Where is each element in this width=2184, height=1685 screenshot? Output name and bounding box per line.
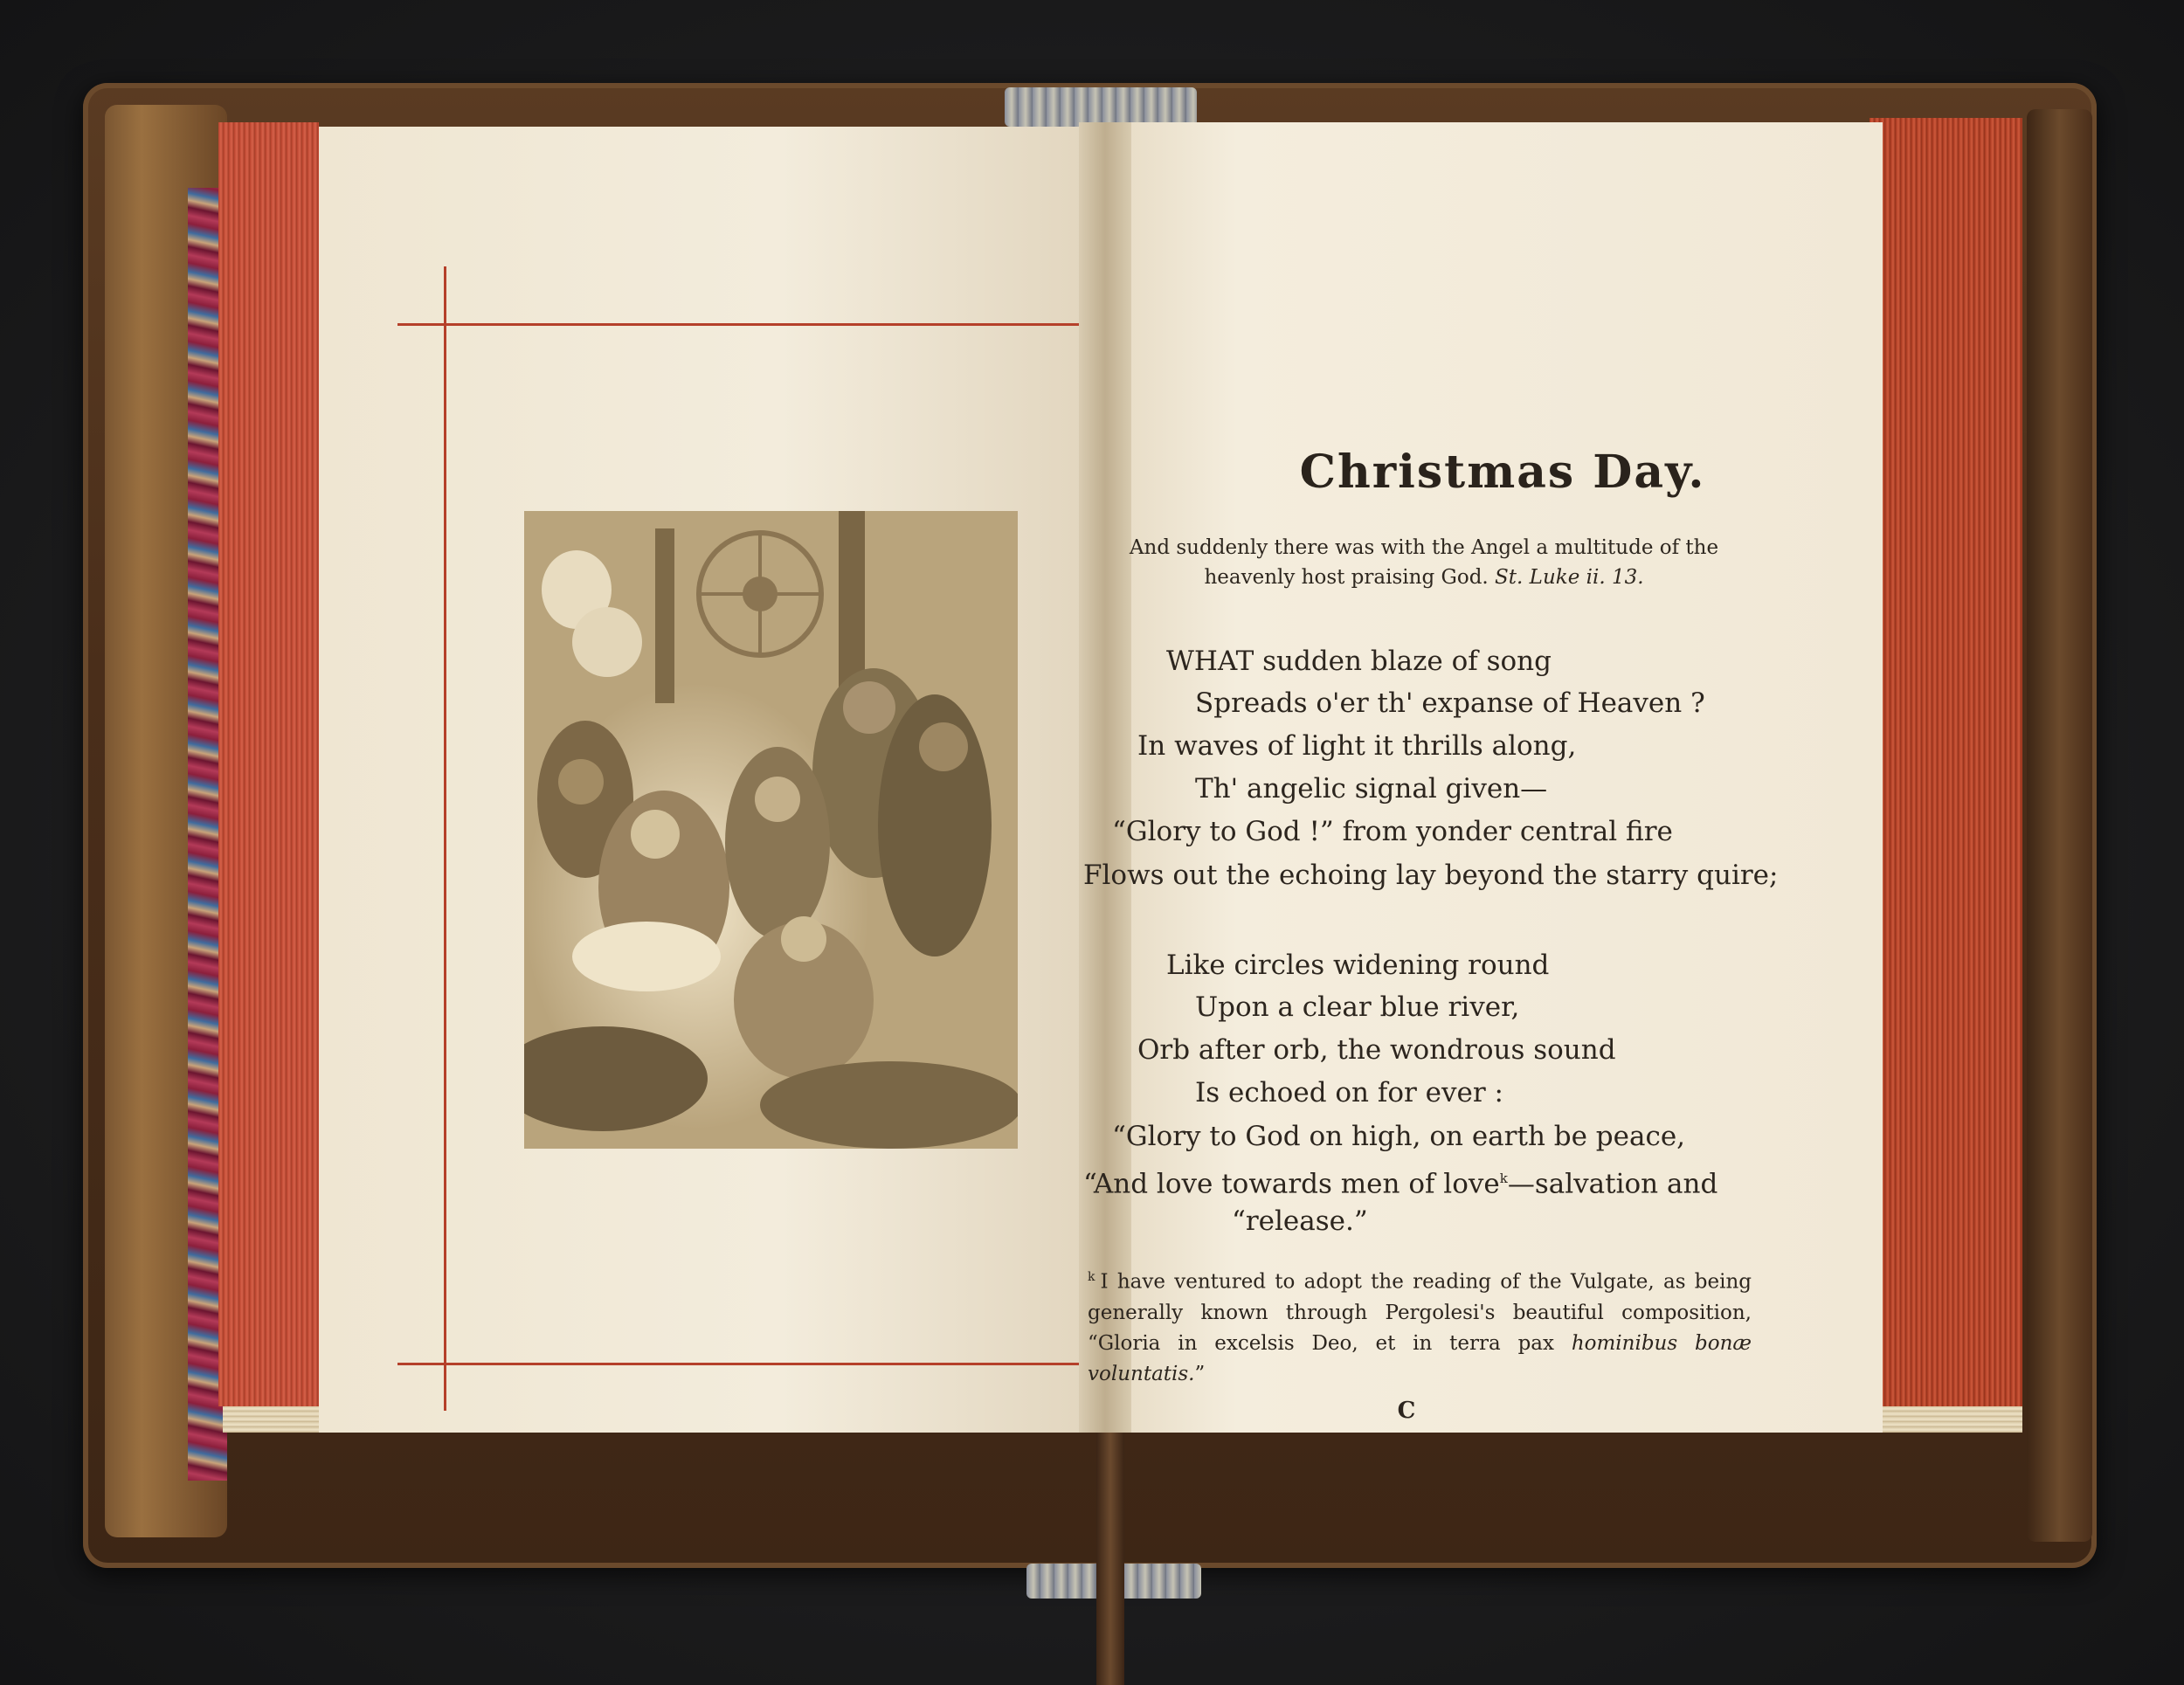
verse-line: WHAT sudden blaze of song [1166,646,1552,677]
engraving-image [524,511,1018,1149]
page-edge-left [218,122,319,1406]
footnote [1088,1262,1752,1390]
cover-right-board [2027,109,2092,1542]
signature-mark: C [1397,1398,1416,1424]
verse-line: Like circles widening round [1166,950,1550,981]
gutter [1079,122,1131,1433]
verse-line-part: “And love towards men of love [1083,1168,1500,1200]
epigraph-reference: St. Luke ii. 13. [1495,566,1644,589]
verse-line: In waves of light it thrills along, [1137,730,1577,762]
page-edge-right [1870,118,2022,1406]
verse-line: Flows out the echoing lay beyond the starry quire; [1083,860,1779,891]
rule-left [444,266,446,1411]
verse-line: “release.” [1232,1205,1368,1237]
verse-line: Is echoed on for ever : [1195,1077,1504,1108]
headband [1005,87,1197,127]
epigraph-text: And suddenly there was with the Angel a multitude of the heavenly host praising God. [1129,536,1719,589]
verse-line-love [1083,1159,1717,1198]
verse-line: Orb after orb, the wondrous sound [1137,1034,1616,1066]
footnote-close: ” [1194,1362,1206,1385]
verse-line: Th' angelic signal given— [1195,773,1548,805]
verse-line: “Glory to God on high, on earth be peace, [1112,1121,1686,1152]
footnote-marker: k [1088,1270,1095,1284]
epigraph [1105,533,1743,592]
footnote-ref: k [1499,1171,1508,1186]
verse-line: Spreads o'er th' expanse of Heaven ? [1195,687,1705,719]
footnote-text: I have ventured to adopt the reading of the Vulgate, as being generally known through Pergolesi's beautiful composition, “Gloria in excelsis Deo, et in terra pax [1088,1270,1752,1355]
page-title: Christmas Day. [1299,445,1706,499]
nativity-engraving [524,511,1018,1149]
bookmark-ribbon[interactable] [1096,1433,1124,1685]
verse-line: Upon a clear blue river, [1195,991,1520,1023]
rule-top [397,323,1079,326]
verse-line: “Glory to God !” from yonder central fire [1112,816,1673,847]
footnote-italic: hominibus bonæ voluntatis. [1088,1331,1752,1385]
rule-bottom [397,1363,1079,1365]
verse-line-part: —salvation and [1507,1168,1718,1200]
